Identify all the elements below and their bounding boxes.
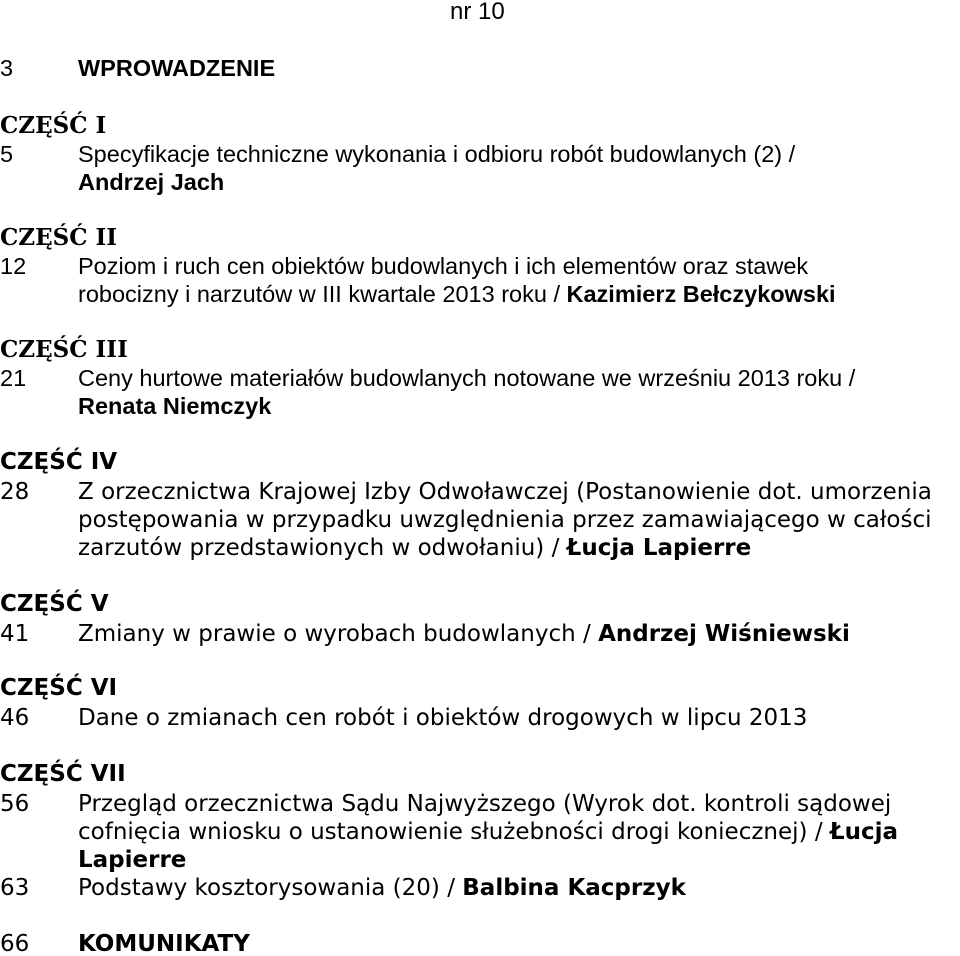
entry-line: postępowania w przypadku uwzględnienia przez zamawiającego w całości [78,507,932,533]
entry-line-text: robocizny i narzutów w III kwartale 2013 roku / [78,281,567,307]
entry-line: Przegląd orzecznictwa Sądu Najwyższego (Wyrok dot. kontroli sądowej [78,791,892,817]
entry-title: WPROWADZENIE [78,55,276,81]
toc-entry[interactable] [0,252,960,308]
issue-number: nr 10 [450,0,505,25]
entry-author: Balbina Kacprzyk [462,875,686,901]
entry-line-text: Podstawy kosztorysowania (20) / [78,875,463,901]
page-number: 3 [0,55,14,81]
page-number: 46 [0,705,30,731]
entry-text [78,140,960,196]
part-heading-4: CZĘŚĆ IV [0,449,118,475]
entry-text [78,478,960,562]
entry-author: Andrzej Wiśniewski [598,621,850,647]
page-number: 5 [0,141,14,167]
entry-author: Łucja Lapierre [566,535,752,561]
entry-line-text: zarzutów przedstawionych w odwołaniu) / [78,535,567,561]
entry-text [78,874,960,902]
entry-line-text: Zmiany w prawie o wyrobach budowlanych / [78,621,599,647]
entry-author: Łucja [829,819,899,845]
toc-entry[interactable] [0,790,960,874]
part-heading-6: CZĘŚĆ VI [0,675,118,701]
entry-title: KOMUNIKATY [78,931,250,956]
toc-entry[interactable] [0,364,960,420]
entry-text [78,364,960,420]
page-number: 63 [0,875,30,901]
page-number: 56 [0,791,30,817]
toc-entry[interactable] [0,140,960,196]
entry-line [78,280,960,308]
toc-entry-intro[interactable] [0,54,960,82]
part-heading-1: CZĘŚĆ I [0,112,107,139]
entry-line: Specyfikacje techniczne wykonania i odbioru robót budowlanych (2) / [78,141,796,167]
part-heading-7: CZĘŚĆ VII [0,761,126,787]
page-number: 12 [0,253,27,279]
toc-entry-closing[interactable] [0,930,960,956]
entry-line: Poziom i ruch cen obiektów budowlanych i ich elementów oraz stawek [78,253,809,279]
entry-text: Dane o zmianach cen robót i obiektów drogowych w lipcu 2013 [78,705,808,731]
part-heading-3: CZĘŚĆ III [0,336,128,363]
page-number: 41 [0,621,30,647]
part-heading-2: CZĘŚĆ II [0,224,118,251]
entry-author: Renata Niemczyk [78,393,272,419]
entry-author: Lapierre [78,847,187,873]
toc-entry[interactable] [0,874,960,902]
entry-author: Andrzej Jach [78,169,225,195]
page-number: 21 [0,365,27,391]
entry-text [78,620,960,648]
entry-text [78,790,960,874]
entry-line: Z orzecznictwa Krajowej Izby Odwoławczej (Postanowienie dot. umorzenia [78,479,932,505]
toc-entry[interactable] [0,620,960,648]
entry-text [78,252,960,308]
page-number: 66 [0,931,30,956]
entry-line [78,534,960,562]
toc-entry[interactable] [0,704,960,732]
toc-entry[interactable] [0,478,960,562]
part-heading-5: CZĘŚĆ V [0,591,109,617]
page-number: 28 [0,479,30,505]
entry-line: Ceny hurtowe materiałów budowlanych notowane we wrześniu 2013 roku / [78,365,856,391]
entry-author: Kazimierz Bełczykowski [566,281,836,307]
entry-line [78,818,960,846]
entry-line-text: cofnięcia wniosku o ustanowienie służebności drogi koniecznej) / [78,819,830,845]
